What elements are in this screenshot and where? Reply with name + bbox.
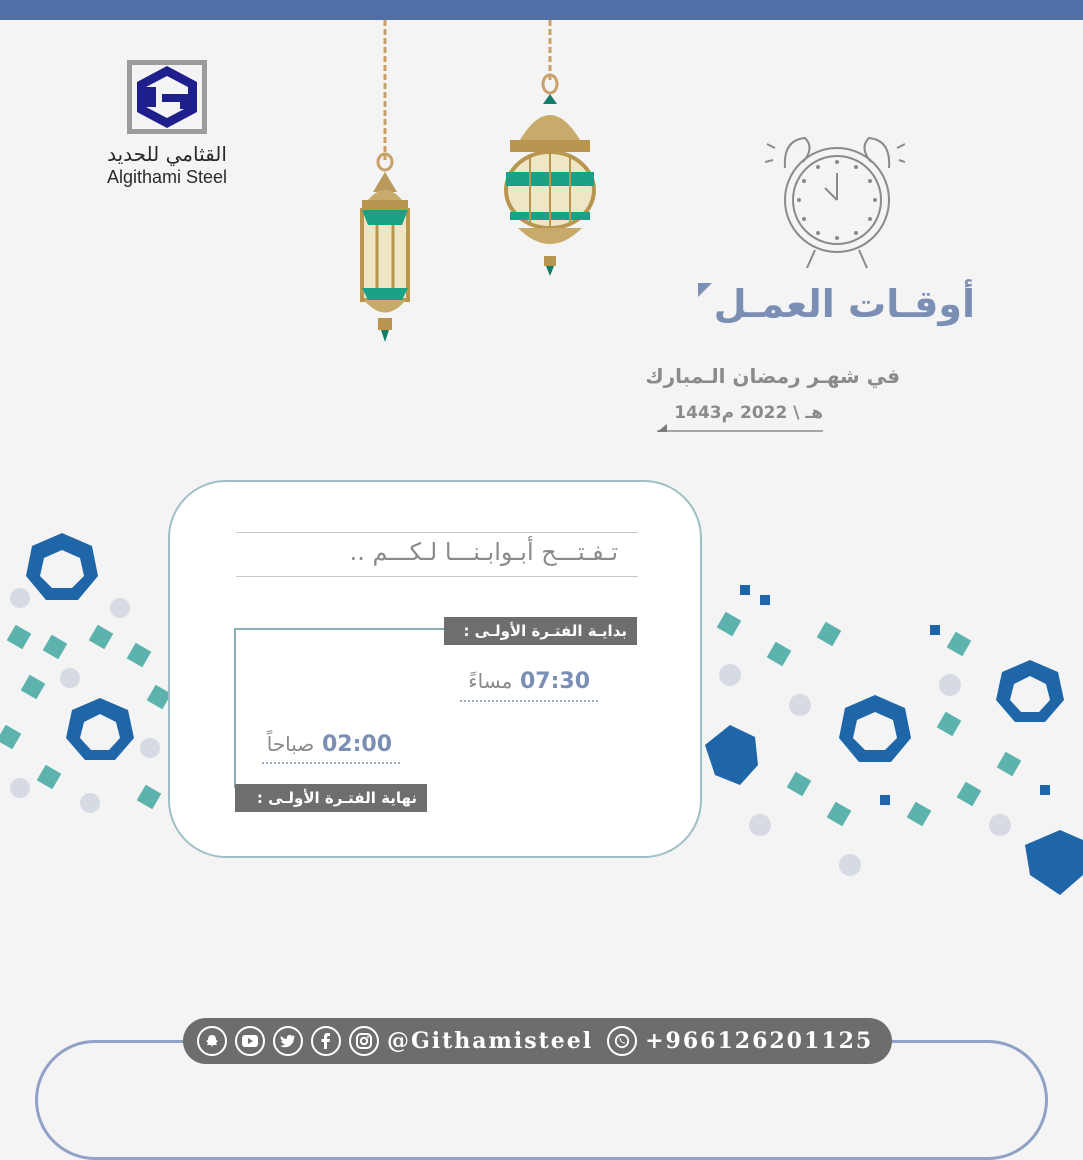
period-end-time xyxy=(240,732,392,757)
end-time-value: 02:00 xyxy=(321,732,392,757)
welcome-bottom-rule xyxy=(236,576,638,577)
snapchat-icon[interactable] xyxy=(197,1026,227,1056)
twitter-icon[interactable] xyxy=(273,1026,303,1056)
welcome-top-rule xyxy=(236,532,638,533)
algithami-logo-icon xyxy=(127,60,207,134)
social-bar xyxy=(183,1018,892,1064)
period-bracket xyxy=(234,628,449,788)
islamic-pattern-right xyxy=(700,575,1083,915)
alarm-clock-icon xyxy=(765,118,905,273)
date-corner-mark xyxy=(657,424,667,432)
end-time-underline xyxy=(262,762,400,764)
date-line: 1443هـ \ 2022 م xyxy=(674,403,823,423)
brand-name-english: Algithami Steel xyxy=(106,167,228,187)
youtube-icon[interactable] xyxy=(235,1026,265,1056)
instagram-icon[interactable] xyxy=(349,1026,379,1056)
start-time-unit: مساءً xyxy=(468,669,513,693)
whatsapp-icon[interactable] xyxy=(607,1026,637,1056)
facebook-icon[interactable] xyxy=(311,1026,341,1056)
period-start-label: بدايـة الفتـرة الأولـى : xyxy=(444,617,637,645)
islamic-pattern-left xyxy=(0,528,175,828)
start-time-value: 07:30 xyxy=(519,669,590,694)
start-time-underline xyxy=(460,700,598,702)
date-underline xyxy=(657,430,823,432)
phone-number[interactable]: +966126201125 xyxy=(645,1028,874,1054)
end-time-unit: صباحاً xyxy=(266,732,315,756)
brand-name-arabic: القثامي للحديد xyxy=(107,142,227,166)
welcome-text: تـفـتـــح أبـوابـنـــا لـكـــم .. xyxy=(349,538,618,566)
period-end-label: نهاية الفتـرة الأولـى : xyxy=(235,784,427,812)
brand-logo xyxy=(92,60,242,188)
page-title: أوقـات العمـل xyxy=(713,282,975,326)
social-handle[interactable]: @Githamisteel xyxy=(387,1028,594,1054)
subtitle: في شهـر رمضان الـمبارك xyxy=(645,364,900,388)
ramadan-lanterns-icon xyxy=(350,20,610,350)
period-start-time xyxy=(440,669,590,694)
top-bar xyxy=(0,0,1083,20)
